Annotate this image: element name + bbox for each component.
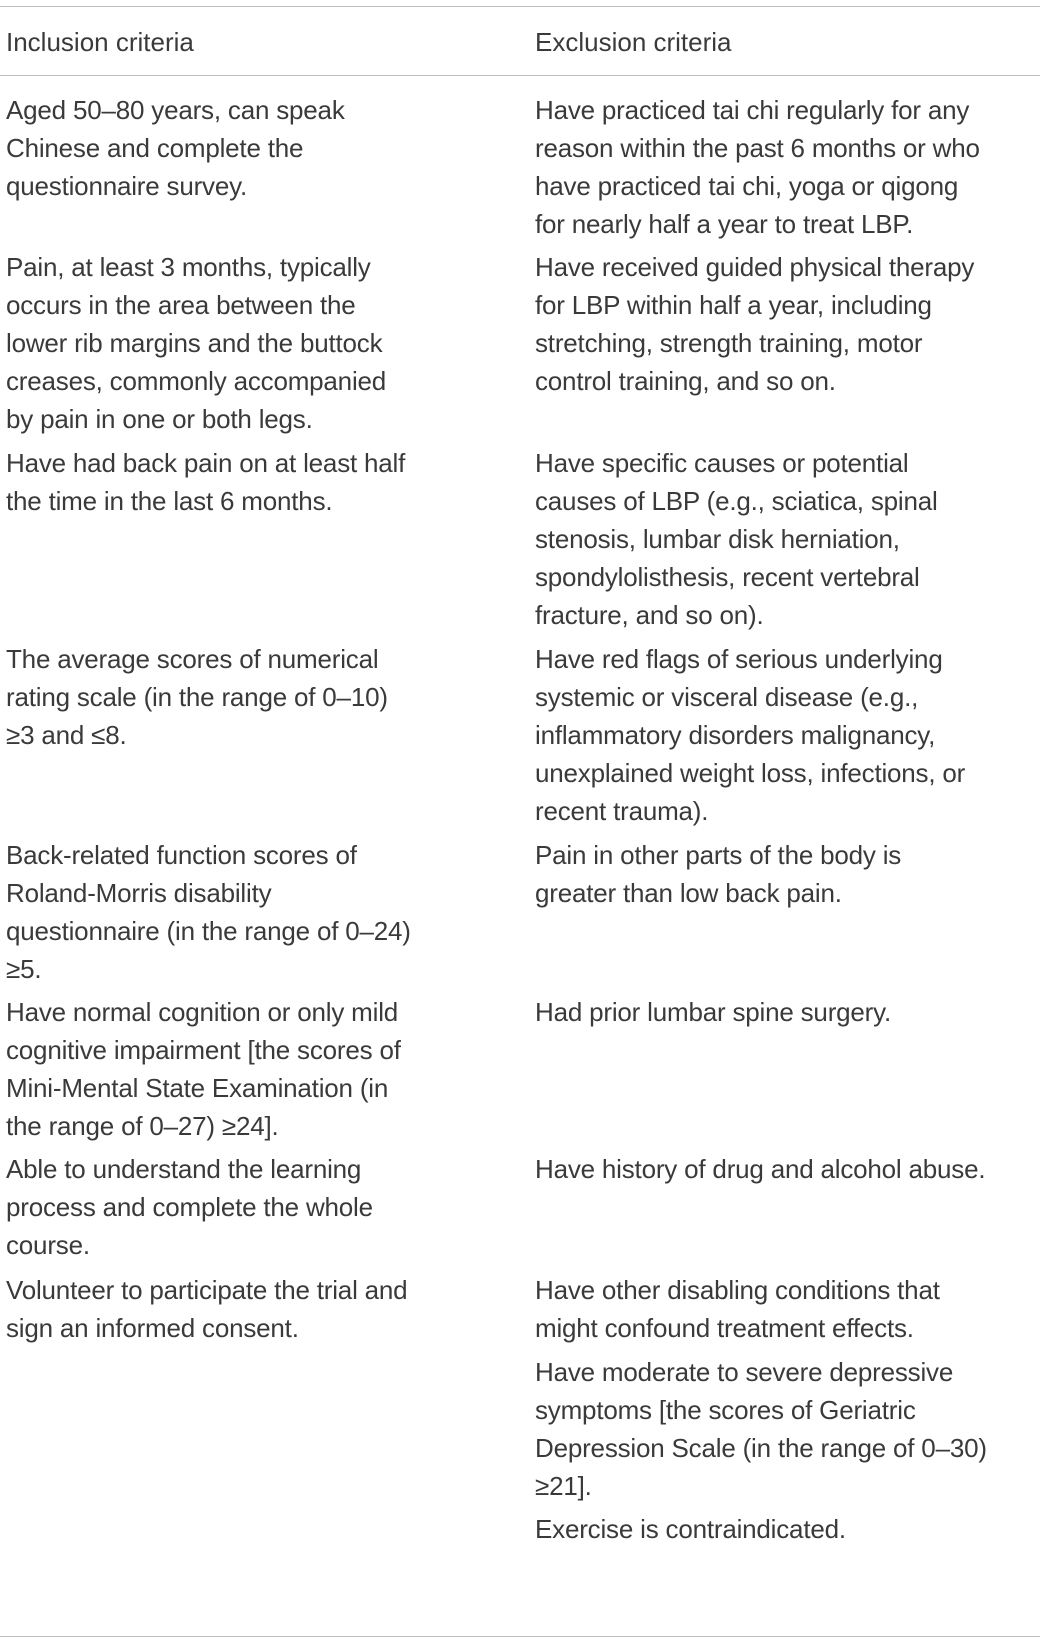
- exclusion-item-6: Had prior lumbar spine surgery.: [535, 997, 892, 1027]
- table-bottom-rule: [0, 1636, 1040, 1637]
- inclusion-header: Inclusion criteria: [6, 27, 194, 57]
- exclusion-item-10: Exercise is contraindicated.: [535, 1514, 846, 1544]
- inclusion-item-2: Pain, at least 3 months, typically occurs in the area between the lower rib margins and the buttock creases, commonly accompanied by pain in one or both legs.: [6, 252, 387, 434]
- table-top-rule: [0, 6, 1040, 7]
- inclusion-item-8: Volunteer to participate the trial and sign an informed consent.: [6, 1275, 408, 1343]
- inclusion-item-5: Back-related function scores of Roland-Morris disability questionnaire (in the range of 0–24) ≥5.: [6, 840, 411, 984]
- exclusion-item-2: Have received guided physical therapy for LBP within half a year, including stretching, strength training, motor control training, and so on.: [535, 252, 975, 396]
- header-rule: [0, 75, 1040, 76]
- exclusion-item-7: Have history of drug and alcohol abuse.: [535, 1154, 986, 1184]
- exclusion-item-9: Have moderate to severe depressive symptoms [the scores of Geriatric Depression Scale (in the range of 0–30) ≥21].: [535, 1357, 987, 1501]
- exclusion-header: Exclusion criteria: [535, 27, 732, 57]
- exclusion-item-5: Pain in other parts of the body is greater than low back pain.: [535, 840, 902, 908]
- exclusion-item-4: Have red flags of serious underlying systemic or visceral disease (e.g., inflammatory disorders malignancy, unexplained weight loss, infections, or recent trauma).: [535, 644, 966, 826]
- inclusion-item-6: Have normal cognition or only mild cognitive impairment [the scores of Mini-Mental State Examination (in the range of 0–27) ≥24].: [6, 997, 401, 1141]
- exclusion-item-1: Have practiced tai chi regularly for any reason within the past 6 months or who have practiced tai chi, yoga or qigong for nearly half a year to treat LBP.: [535, 95, 980, 239]
- inclusion-item-7: Able to understand the learning process and complete the whole course.: [6, 1154, 373, 1260]
- exclusion-item-3: Have specific causes or potential causes of LBP (e.g., sciatica, spinal stenosis, lumbar disk herniation, spondylolisthesis, recent vertebral fracture, and so on).: [535, 448, 938, 630]
- exclusion-item-8: Have other disabling conditions that might confound treatment effects.: [535, 1275, 940, 1343]
- inclusion-item-3: Have had back pain on at least half the time in the last 6 months.: [6, 448, 406, 516]
- inclusion-item-4: The average scores of numerical rating scale (in the range of 0–10) ≥3 and ≤8.: [6, 644, 388, 750]
- inclusion-item-1: Aged 50–80 years, can speak Chinese and complete the questionnaire survey.: [6, 95, 345, 201]
